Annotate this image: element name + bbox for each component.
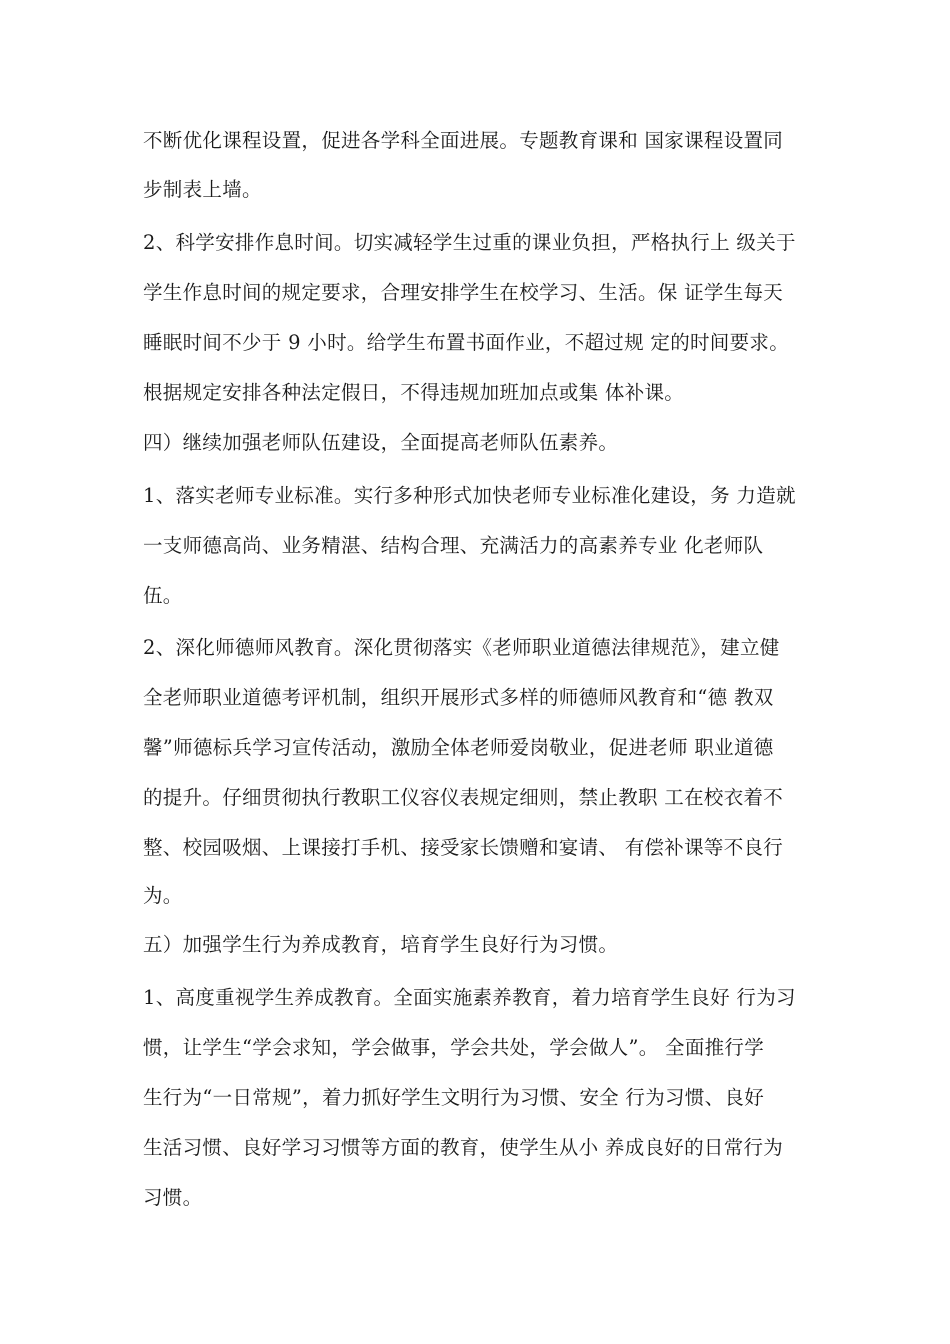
text-line: 学生作息时间的规定要求，合理安排学生在校学习、生活。保 证学生每天	[143, 281, 784, 304]
section-heading: 四）继续加强老师队伍建设，全面提高老师队伍素养。	[143, 431, 619, 454]
text-line: 1、高度重视学生养成教育。全面实施素养教育，着力培育学生良好 行为习	[143, 986, 796, 1009]
text-line: 1、落实老师专业标准。实行多种形式加快老师专业标准化建设，务 力造就	[143, 484, 796, 507]
section-heading: 五）加强学生行为养成教育，培育学生良好行为习惯。	[143, 933, 619, 956]
text-line: 的提升。仔细贯彻执行教职工仪容仪表规定细则，禁止教职 工在校衣着不	[143, 786, 784, 809]
text-line: 根据规定安排各种法定假日，不得违规加班加点或集 体补课。	[143, 381, 685, 404]
text-line: 整、校园吸烟、上课接打手机、接受家长馈赠和宴请、 有偿补课等不良行	[143, 836, 784, 859]
text-line: 2、科学安排作息时间。切实减轻学生过重的课业负担，严格执行上 级关于	[143, 231, 796, 254]
text-line: 一支师德高尚、业务精湛、结构合理、充满活力的高素养专业 化老师队	[143, 534, 764, 557]
text-line: 不断优化课程设置，促进各学科全面进展。专题教育课和 国家课程设置同	[143, 129, 784, 152]
text-line: 伍。	[143, 584, 183, 607]
text-line: 2、深化师德师风教育。深化贯彻落实《老师职业道德法律规范》，建立健	[143, 636, 780, 659]
text-line: 步制表上墙。	[143, 178, 262, 201]
text-line: 惯，让学生“学会求知，学会做事，学会共处，学会做人”。 全面推行学	[143, 1036, 765, 1059]
text-line: 生行为“一日常规”，着力抓好学生文明行为习惯、安全 行为习惯、良好	[143, 1086, 765, 1109]
text-line: 为。	[143, 884, 183, 907]
text-line: 生活习惯、良好学习习惯等方面的教育，使学生从小 养成良好的日常行为	[143, 1136, 784, 1159]
text-line: 睡眠时间不少于 9 小时。给学生布置书面作业，不超过规 定的时间要求。	[143, 331, 790, 354]
text-line: 习惯。	[143, 1186, 203, 1209]
text-line: 馨”师德标兵学习宣传活动，激励全体老师爱岗敬业，促进老师 职业道德	[143, 736, 774, 759]
text-line: 全老师职业道德考评机制，组织开展形式多样的师德师风教育和“德 教双	[143, 686, 774, 709]
